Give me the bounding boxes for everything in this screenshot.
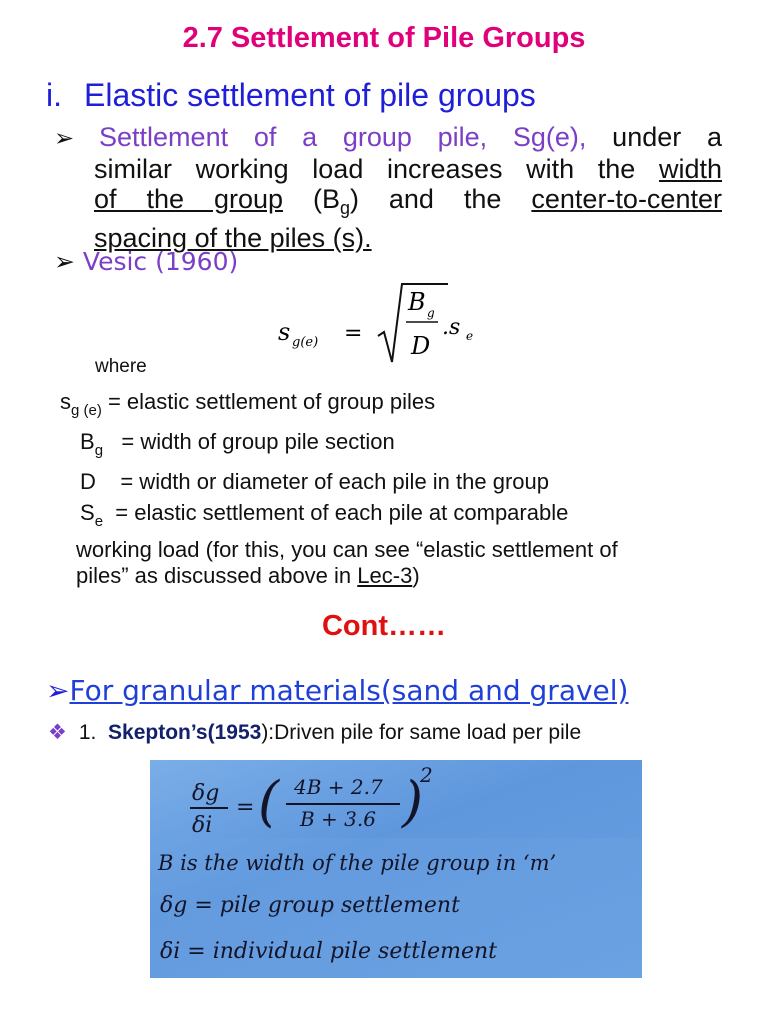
handwritten-formula-image — [150, 760, 642, 978]
para-underlined: spacing of the piles (s). — [94, 223, 372, 253]
vesic-formula — [278, 278, 508, 368]
definition-continuation: working load (for this, you can see “elastic settlement of — [76, 537, 618, 562]
section-heading — [46, 77, 536, 114]
diamond-bullet-icon: ❖ — [48, 721, 67, 744]
hw-left-paren: ( — [258, 770, 280, 833]
para-underlined: of the group — [94, 184, 283, 214]
para-text: ) and the — [349, 184, 502, 214]
para-text: (B — [312, 184, 340, 214]
page-title: 2.7 Settlement of Pile Groups — [182, 22, 586, 54]
para-text: similar working load increases with the — [94, 154, 636, 184]
section-heading-text: Elastic settlement of pile groups — [84, 77, 536, 113]
definition-continuation: piles” as discussed above in Lec-3) — [76, 563, 420, 588]
para-underlined: width — [658, 154, 722, 184]
hw-line-1: B is the width of the pile group in ‘m’ — [158, 851, 557, 875]
subscript: g — [339, 198, 350, 218]
vesic-label: Vesic (1960) — [82, 247, 239, 276]
para-line-3 — [54, 184, 722, 223]
bullet-paragraph-settlement — [54, 122, 722, 253]
skempton-author: Skepton’s(1953 — [108, 721, 262, 744]
hw-line-3: δi = individual pile settlement — [160, 939, 497, 964]
arrow-bullet-icon: ➢ — [54, 247, 83, 276]
definition-item: $S_e$ = elastic settlement of each pile at comparable — [80, 500, 569, 530]
hw-right-paren: ) — [402, 770, 424, 833]
hw-line-2: δg = pile group settlement — [160, 893, 460, 918]
granular-heading — [46, 674, 628, 707]
formula-lhs-sub: g(e) — [292, 335, 319, 350]
skempton-item: ❖ 1. Skepton’s(1953):Driven pile for same load per pile — [48, 721, 582, 744]
hw-exponent: 2 — [420, 763, 433, 787]
lecture-link[interactable]: Lec-3 — [357, 563, 413, 588]
hw-frac-top: 4B + 2.7 — [294, 775, 383, 799]
granular-heading-text: For granular materials(sand and gravel) — [69, 674, 629, 707]
formula-den: D — [411, 332, 431, 360]
section-number: i. — [46, 77, 62, 113]
para-text: under a — [612, 122, 722, 152]
para-highlight: Settlement of a group pile, Sg(e), — [99, 122, 587, 152]
hw-equals: = — [236, 795, 255, 820]
arrow-bullet-icon: ➢ — [54, 125, 100, 152]
hw-frac-bot: B + 3.6 — [300, 807, 376, 831]
para-line-1 — [54, 122, 722, 154]
definition-item: $s_{g (e)}$ = elastic settlement of group piles — [60, 389, 436, 419]
formula-rhs: .s — [442, 315, 461, 340]
definition-item: $B_g$ = width of group pile section — [80, 429, 395, 459]
para-underlined: center-to-center — [531, 184, 722, 214]
where-label: where — [95, 356, 147, 377]
definition-item: D = width or diameter of each pile in the group — [80, 469, 549, 494]
formula-lhs: s — [278, 318, 291, 346]
arrow-bullet-icon: ➢ — [46, 674, 70, 707]
para-line-2 — [54, 154, 722, 184]
formula-rhs-sub: e — [466, 329, 474, 343]
definitions-list — [60, 386, 740, 589]
hw-lhs-bot: δi — [192, 813, 213, 838]
hw-lhs-top: δg — [192, 781, 220, 806]
handwriting-drawing — [150, 760, 642, 978]
continued-heading: Cont…… — [321, 610, 447, 642]
formula-equals: = — [344, 321, 363, 346]
formula-num: B — [408, 288, 426, 316]
formula-num-sub: g — [427, 306, 435, 320]
vesic-bullet — [54, 247, 238, 276]
